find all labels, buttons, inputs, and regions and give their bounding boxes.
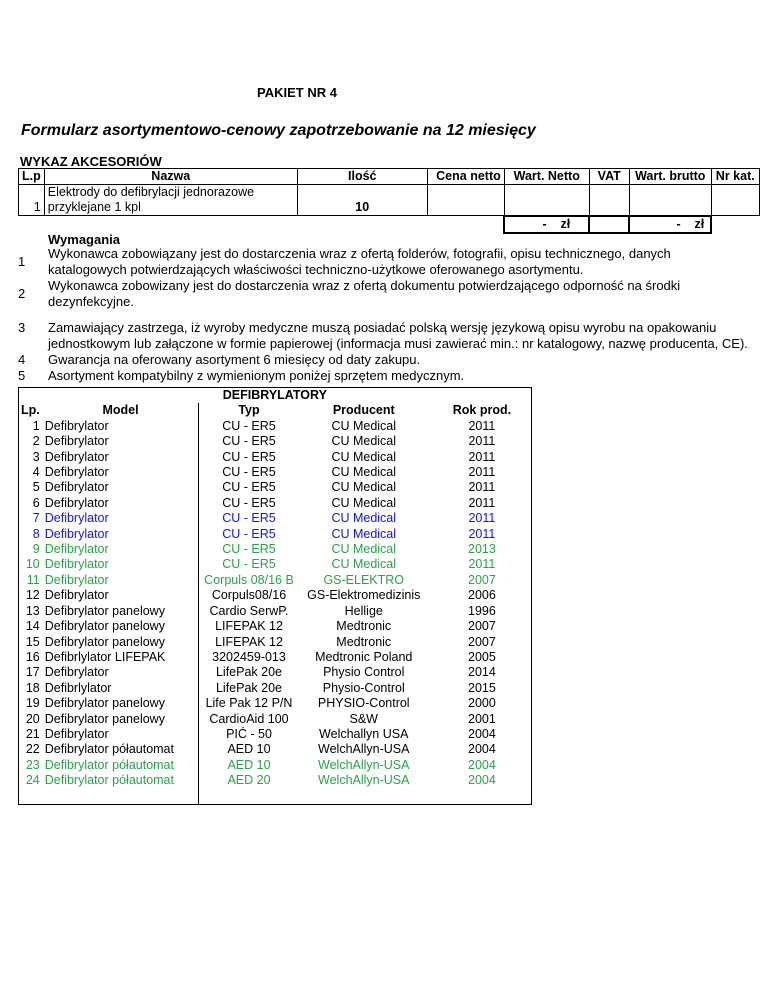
device-typ: PIĆ - 50 xyxy=(226,726,272,741)
total-netto xyxy=(504,216,589,233)
requirement-text-line1: Wykonawca zobowizany jest do dostarczenia wraz z ofertą dokumentu potwierdzającego odporność na środki xyxy=(48,278,681,293)
requirement-text-line1: Wykonawca zobowiązany jest do dostarczenia wraz z ofertą folderów, fotografii, opisu technicznego, danych xyxy=(48,246,671,261)
device-typ: CU - ER5 xyxy=(222,465,276,480)
device-producent: CU Medical xyxy=(331,418,397,433)
col-lp: L.p xyxy=(19,169,45,185)
device-producent: CU Medical xyxy=(331,495,397,510)
device-rok: 2011 xyxy=(468,434,496,449)
accessory-row xyxy=(19,185,760,216)
device-row xyxy=(19,604,532,619)
device-lp: 23 xyxy=(19,758,43,773)
device-rok: 2011 xyxy=(468,557,496,572)
package-title: PAKIET NR 4 xyxy=(257,85,337,100)
device-typ: CardioAid 100 xyxy=(209,711,289,726)
col-cena-netto: Cena netto xyxy=(427,169,504,185)
col-nr-kat: Nr kat. xyxy=(711,169,759,185)
col-model: Model xyxy=(43,403,199,418)
device-lp: 9 xyxy=(19,542,43,557)
device-rok: 2015 xyxy=(468,680,496,695)
device-row xyxy=(19,542,532,557)
device-producent: Physio-Control xyxy=(322,680,405,695)
device-rok: 1996 xyxy=(468,603,496,618)
device-rok: 2013 xyxy=(468,542,496,557)
device-producent: CU Medical xyxy=(331,511,397,526)
device-typ: Corpuls08/16 xyxy=(211,588,287,603)
requirement-number: 4 xyxy=(18,352,26,367)
device-lp: 4 xyxy=(19,465,43,480)
device-model: Defibrylator panelowy xyxy=(43,619,199,634)
device-model: Defibrylator xyxy=(43,588,199,603)
requirement-text-line1: Zamawiający zastrzega, iż wyroby medyczne muszą posiadać polską wersję językową opisu wyrobu na opakowaniu xyxy=(48,320,717,335)
device-rok: 2011 xyxy=(468,511,496,526)
device-lp: 3 xyxy=(19,450,43,465)
device-typ: Cardio SerwP. xyxy=(209,603,289,618)
device-model: Defibrylator xyxy=(43,450,199,465)
device-lp: 16 xyxy=(19,650,43,665)
device-producent: Medtronic Poland xyxy=(315,649,413,664)
devices-header-row xyxy=(19,403,532,418)
accessories-table xyxy=(18,168,760,234)
device-model: Defibrylator xyxy=(43,573,199,588)
device-row xyxy=(19,527,532,542)
accessory-catno-cell[interactable] xyxy=(711,185,759,216)
requirement-text-line2: katalogowych potwierdzających właściwości techniczno-użytkowe oferowanego asortymentu. xyxy=(48,262,584,277)
device-model: Defibrylator półautomat xyxy=(43,773,199,788)
device-row xyxy=(19,450,532,465)
device-row xyxy=(19,465,532,480)
col-typ: Typ xyxy=(238,403,260,418)
accessory-name-line1: Elektrody do defibrylacji jednorazowe xyxy=(47,185,255,199)
device-producent: Hellige xyxy=(344,603,383,618)
device-typ: 3202459-013 xyxy=(212,649,286,664)
col-nazwa: Nazwa xyxy=(44,169,297,185)
device-model: Defibrylator xyxy=(43,511,199,526)
accessories-header-row xyxy=(19,169,760,185)
device-typ: CU - ER5 xyxy=(222,434,276,449)
col-lp: Lp. xyxy=(19,403,43,418)
device-row xyxy=(19,681,532,696)
device-lp: 22 xyxy=(19,742,43,757)
col-rok: Rok prod. xyxy=(452,403,512,418)
device-model: Defibrylator xyxy=(43,496,199,511)
device-lp: 19 xyxy=(19,696,43,711)
device-model: Defibrlylator LIFEPAK xyxy=(43,650,199,665)
device-rok: 2001 xyxy=(468,711,496,726)
devices-table xyxy=(18,387,532,805)
col-ilosc: Ilość xyxy=(297,169,427,185)
device-producent: CU Medical xyxy=(331,449,397,464)
device-row xyxy=(19,419,532,434)
device-producent: WelchAllyn-USA xyxy=(318,742,410,757)
device-rok: 2011 xyxy=(468,495,496,510)
requirement-3 xyxy=(18,320,758,352)
col-wart-netto: Wart. Netto xyxy=(504,169,589,185)
device-lp: 21 xyxy=(19,727,43,742)
device-row xyxy=(19,619,532,634)
device-rok: 2011 xyxy=(468,526,496,541)
requirement-1 xyxy=(18,246,758,278)
device-typ: LIFEPAK 12 xyxy=(215,634,283,649)
requirement-text-line2: jednostkowym lub załączone w formie papierowej (informacja musi zawierać min.: nr katalogowy, nazwę producenta, CE). xyxy=(48,336,748,351)
device-lp: 7 xyxy=(19,511,43,526)
device-row xyxy=(19,496,532,511)
requirement-4 xyxy=(18,352,758,368)
device-typ: CU - ER5 xyxy=(222,480,276,495)
total-brutto xyxy=(629,216,711,233)
device-producent: Medtronic xyxy=(336,619,392,634)
device-producent: CU Medical xyxy=(331,434,397,449)
device-model: Defibrylator xyxy=(43,527,199,542)
device-model: Defibrylator panelowy xyxy=(43,696,199,711)
total-vat xyxy=(589,216,629,233)
device-producent: WelchAllyn-USA xyxy=(318,773,410,788)
device-lp: 1 xyxy=(19,419,43,434)
requirement-text-line1: Gwarancja na oferowany asortyment 6 miesięcy od daty zakupu. xyxy=(48,352,421,367)
device-lp: 6 xyxy=(19,496,43,511)
device-row xyxy=(19,742,532,757)
requirements-title: Wymagania xyxy=(48,232,121,247)
requirement-2 xyxy=(18,278,758,310)
device-typ: Corpuls 08/16 B xyxy=(204,572,294,587)
col-vat: VAT xyxy=(589,169,629,185)
device-model: Defibrylator półautomat xyxy=(43,742,199,757)
device-producent: GS-ELEKTRO xyxy=(323,572,405,587)
device-rok: 2007 xyxy=(468,634,496,649)
device-model: Defibrylator xyxy=(43,665,199,680)
device-model: Defibrylator xyxy=(43,480,199,495)
devices-title-row xyxy=(19,388,532,404)
device-producent: CU Medical xyxy=(331,480,397,495)
total-brutto-unit: zł xyxy=(694,216,705,231)
device-row xyxy=(19,650,532,665)
device-rok: 2007 xyxy=(468,572,496,587)
device-producent: CU Medical xyxy=(331,557,397,572)
device-model: Defibrylator xyxy=(43,434,199,449)
device-row xyxy=(19,727,532,742)
device-model: Defibrylator półautomat xyxy=(43,758,199,773)
device-typ: AED 20 xyxy=(227,773,271,788)
device-producent: PHYSIO-Control xyxy=(317,696,410,711)
device-typ: CU - ER5 xyxy=(222,449,276,464)
device-lp: 8 xyxy=(19,527,43,542)
device-typ: CU - ER5 xyxy=(222,557,276,572)
total-netto-unit: zł xyxy=(560,216,571,231)
accessory-total-row xyxy=(19,216,760,233)
device-typ: Life Pak 12 P/N xyxy=(205,696,293,711)
device-producent: GS-Elektromedizinis xyxy=(307,588,421,603)
device-rok: 2004 xyxy=(468,742,496,757)
accessory-net-cell xyxy=(504,185,589,216)
device-model: Defibrylator panelowy xyxy=(43,712,199,727)
accessory-name-line2: przyklejane 1 kpl xyxy=(47,200,141,214)
requirement-text-line2: dezynfekcyjne. xyxy=(48,294,134,309)
device-producent: CU Medical xyxy=(331,465,397,480)
devices-title: DEFIBRYLATORY xyxy=(222,388,327,402)
device-typ: CU - ER5 xyxy=(222,542,276,557)
accessory-qty: 10 xyxy=(297,185,427,216)
device-row xyxy=(19,665,532,680)
device-producent: S&W xyxy=(349,711,378,726)
accessory-vat-cell xyxy=(589,185,629,216)
device-model: Defibrylator xyxy=(43,557,199,572)
device-model: Defibrylator xyxy=(43,465,199,480)
device-row xyxy=(19,588,532,603)
device-lp: 18 xyxy=(19,681,43,696)
requirement-text-line1: Asortyment kompatybilny z wymienionym poniżej sprzętem medycznym. xyxy=(48,368,465,383)
device-lp: 13 xyxy=(19,604,43,619)
device-typ: CU - ER5 xyxy=(222,526,276,541)
device-typ: LIFEPAK 12 xyxy=(215,619,283,634)
device-rok: 2004 xyxy=(468,757,496,772)
device-rok: 2004 xyxy=(468,773,496,788)
device-model: Defibrylator xyxy=(43,419,199,434)
device-lp: 11 xyxy=(19,573,43,588)
device-model: Defibrylator panelowy xyxy=(43,604,199,619)
device-typ: CU - ER5 xyxy=(222,418,276,433)
device-rok: 2006 xyxy=(468,588,496,603)
device-typ: AED 10 xyxy=(227,757,271,772)
requirement-5 xyxy=(18,368,758,384)
col-producent: Producent xyxy=(332,403,395,418)
device-row xyxy=(19,635,532,650)
total-brutto-value: - xyxy=(676,216,681,231)
device-typ: LifePak 20e xyxy=(215,665,283,680)
col-wart-brutto: Wart. brutto xyxy=(629,169,711,185)
requirement-number: 3 xyxy=(18,320,26,335)
device-typ: CU - ER5 xyxy=(222,511,276,526)
device-row xyxy=(19,696,532,711)
device-model: Defibrylator panelowy xyxy=(43,635,199,650)
device-lp: 14 xyxy=(19,619,43,634)
device-producent: Welchallyn USA xyxy=(319,726,409,741)
requirement-number: 2 xyxy=(18,286,26,301)
accessory-name xyxy=(44,185,297,216)
device-rok: 2000 xyxy=(468,696,496,711)
accessory-gross-cell xyxy=(629,185,711,216)
device-row xyxy=(19,511,532,526)
requirement-number: 1 xyxy=(18,254,26,269)
device-typ: AED 10 xyxy=(227,742,271,757)
device-lp: 5 xyxy=(19,480,43,495)
device-typ: LifePak 20e xyxy=(215,680,283,695)
device-model: Defibrylator xyxy=(43,727,199,742)
device-producent: Medtronic xyxy=(336,634,392,649)
device-producent: CU Medical xyxy=(331,542,397,557)
device-rok: 2014 xyxy=(468,665,496,680)
requirement-number: 5 xyxy=(18,368,26,383)
device-model: Defibrylator xyxy=(43,542,199,557)
device-rok: 2011 xyxy=(468,480,496,495)
device-rok: 2005 xyxy=(468,649,496,664)
device-lp: 17 xyxy=(19,665,43,680)
device-row xyxy=(19,557,532,572)
device-lp: 15 xyxy=(19,635,43,650)
device-lp: 12 xyxy=(19,588,43,603)
device-lp: 24 xyxy=(19,773,43,788)
device-row xyxy=(19,758,532,773)
section-title: WYKAZ AKCESORIÓW xyxy=(20,154,162,169)
device-lp: 20 xyxy=(19,712,43,727)
device-rok: 2011 xyxy=(468,465,496,480)
device-rok: 2011 xyxy=(468,449,496,464)
device-producent: CU Medical xyxy=(331,526,397,541)
device-producent: Physio Control xyxy=(323,665,405,680)
device-row xyxy=(19,773,532,788)
total-netto-value: - xyxy=(542,216,547,231)
device-row xyxy=(19,434,532,449)
device-empty-row xyxy=(19,789,532,805)
device-rok: 2011 xyxy=(468,418,496,433)
device-typ: CU - ER5 xyxy=(222,495,276,510)
device-row xyxy=(19,573,532,588)
device-lp: 10 xyxy=(19,557,43,572)
device-model: Defibrlylator xyxy=(43,681,199,696)
device-lp: 2 xyxy=(19,434,43,449)
device-rok: 2007 xyxy=(468,619,496,634)
device-row xyxy=(19,480,532,495)
form-title: Formularz asortymentowo-cenowy zapotrzebowanie na 12 miesięcy xyxy=(21,122,536,139)
accessory-price-cell[interactable] xyxy=(427,185,504,216)
accessory-lp: 1 xyxy=(19,185,45,216)
device-row xyxy=(19,712,532,727)
device-rok: 2004 xyxy=(468,726,496,741)
device-producent: WelchAllyn-USA xyxy=(318,757,410,772)
